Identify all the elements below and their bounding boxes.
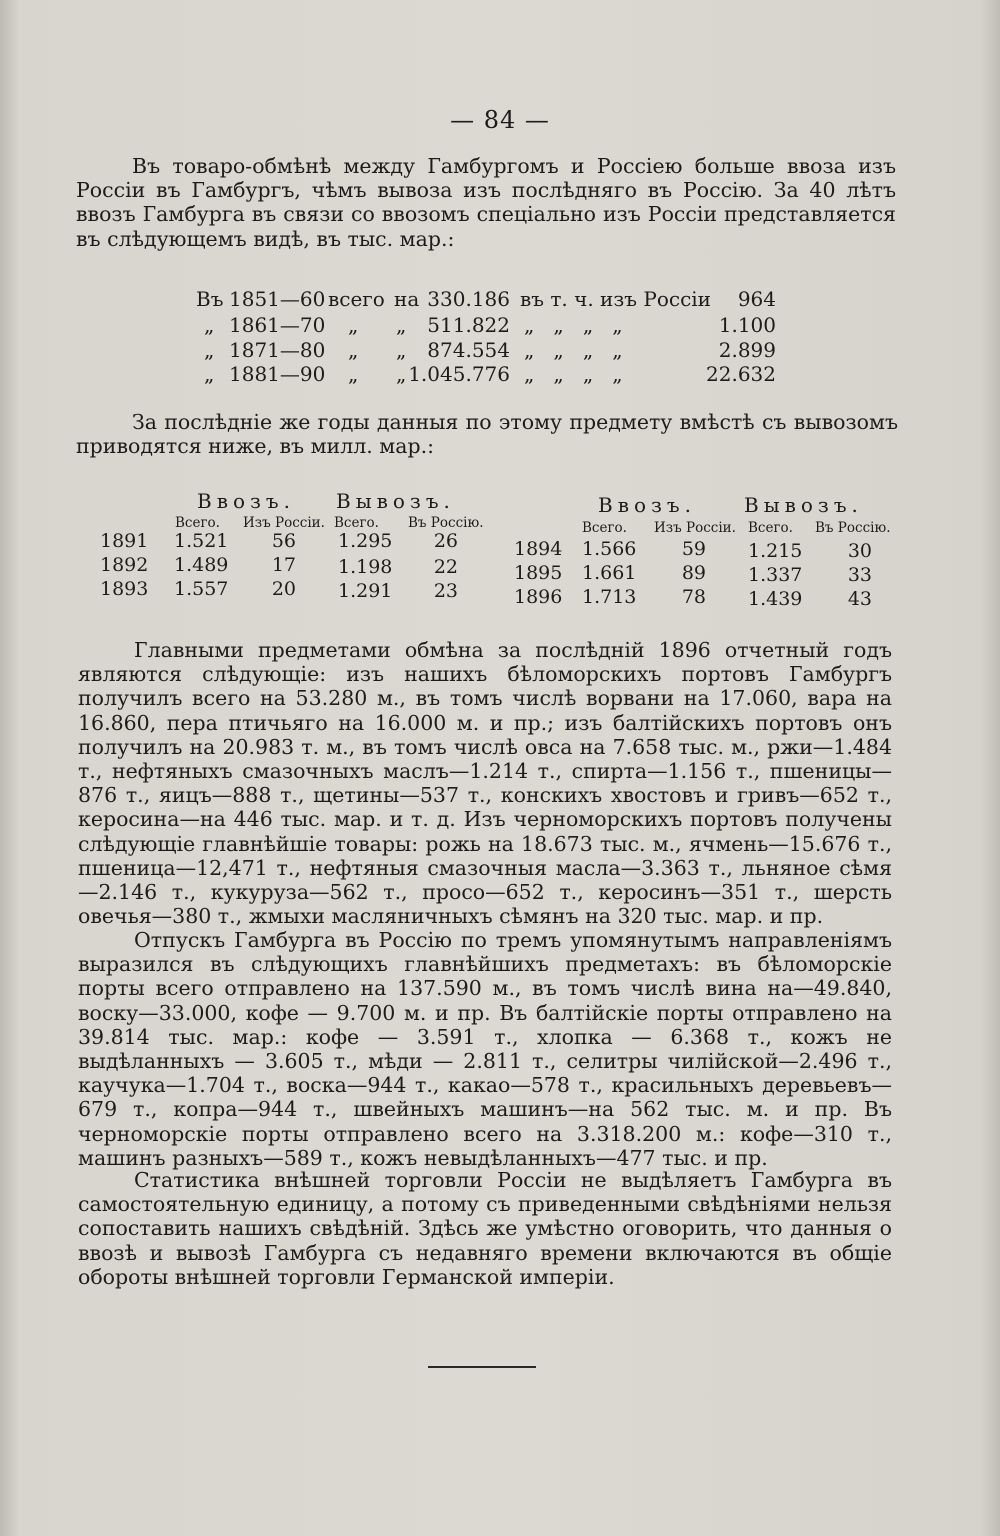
decade-prefix: Въ — [196, 287, 224, 311]
intro-paragraph: Въ товаро-обмѣнѣ между Гамбургомъ и Россiею больше ввоза изъ Россiи въ Гамбургъ, чѣмъ вывоза изъ послѣдняго въ Россiю. За 40 лѣтъ ввозъ Гамбурга въ связи со ввозомъ спецiально изъ Россiи представляется въ слѣдующемъ видѣ, въ тыс. мар.: — [76, 154, 896, 251]
export-total-cell: 1.215 — [748, 540, 803, 562]
header-import: Ввозъ. — [197, 489, 295, 513]
decade-row — [196, 338, 896, 362]
subheader-total: Всего. — [175, 515, 220, 531]
header-export: Вывозъ. — [744, 493, 863, 517]
export-russia-cell: 22 — [433, 556, 458, 578]
export-total-cell: 1.291 — [338, 580, 393, 602]
closing-rule — [428, 1366, 536, 1368]
import-russia-cell: 56 — [271, 530, 296, 552]
export-total-cell: 1.337 — [748, 564, 803, 586]
decade-total: 874.554 — [427, 338, 510, 362]
import-russia-cell: 20 — [271, 578, 296, 600]
decade-word-total: всего — [328, 287, 385, 311]
decade-period: 1881—90 — [229, 362, 326, 386]
export-total-cell: 1.198 — [338, 556, 393, 578]
export-total-cell: 1.295 — [338, 530, 393, 552]
subheader-to-russia: Въ Россiю. — [815, 520, 891, 536]
import-russia-cell: 89 — [681, 562, 706, 584]
second-paragraph: За послѣднiе же годы данныя по этому предмету вмѣстѣ съ вывозомъ приводятся ниже, въ милл. мар.: — [76, 410, 898, 459]
import-total-cell: 1.661 — [582, 562, 637, 584]
decade-word-on: „ — [396, 362, 407, 386]
decade-word-total: „ — [348, 338, 359, 362]
subheader-from-russia: Изъ Россiи. — [243, 515, 325, 531]
decade-total: 330.186 — [427, 287, 510, 311]
decade-row — [196, 362, 896, 386]
year-cell: 1894 — [514, 538, 563, 560]
year-cell: 1891 — [100, 530, 149, 552]
import-russia-cell: 78 — [681, 586, 706, 608]
decade-word-total: „ — [348, 313, 359, 337]
decade-word-on: „ — [396, 338, 407, 362]
main-items-paragraph: Главными предметами обмѣна за послѣднiй 1896 отчетный годъ являются слѣдующiе: изъ нашихъ бѣломорскихъ портовъ Гамбургъ получилъ всего на 53.280 м., въ томъ числѣ ворвани на 17.060, вара на 16.860, пера птичьяго на 16.000 м. и пр.; изъ балтiйскихъ портовъ онъ получилъ на 20.983 т. м., въ томъ числѣ овса на 7.658 тыс. м., ржи—1.484 т., нефтяныхъ смазочныхъ маслъ—1.214 т., спирта—1.156 т., пшеницы—876 т., яицъ—888 т., щетины—537 т., конскихъ хвостовъ и гривъ—652 т., керосина—на 446 тыс. мар. и т. д. Изъ черноморскихъ портовъ получены слѣдующiе главнѣйшiе товары: рожь на 18.673 тыс. м., ячмень—15.676 т., пшеница—12,471 т., нефтяныя смазочныя масла—3.363 т., льняное сѣмя—2.146 т., кукуруза—562 т., просо—652 т., керосинъ—351 т., шерсть овечья—380 т., жмыхи масляничныхъ сѣмянъ на 320 тыс. мар. и пр. — [78, 638, 892, 929]
export-russia-cell: 26 — [433, 530, 458, 552]
subheader-total: Всего. — [334, 515, 379, 531]
decade-total: 511.822 — [427, 313, 510, 337]
header-import: Ввозъ. — [598, 493, 696, 517]
export-russia-cell: 23 — [433, 580, 458, 602]
import-total-cell: 1.566 — [582, 538, 637, 560]
import-russia-cell: 59 — [681, 538, 706, 560]
year-cell: 1895 — [514, 562, 563, 584]
decade-prefix: „ — [204, 362, 215, 386]
import-russia-cell: 17 — [271, 554, 296, 576]
decade-word-total: „ — [348, 362, 359, 386]
decade-russia: 22.632 — [706, 362, 776, 386]
import-total-cell: 1.557 — [174, 578, 229, 600]
import-total-cell: 1.521 — [174, 530, 229, 552]
decade-word-on: „ — [396, 313, 407, 337]
decade-row — [196, 313, 896, 337]
year-cell: 1896 — [514, 586, 563, 608]
page-number: — 84 — — [450, 106, 550, 134]
import-total-cell: 1.489 — [174, 554, 229, 576]
decade-total: 1.045.776 — [408, 362, 510, 386]
decade-prefix: „ — [204, 313, 215, 337]
year-cell: 1893 — [100, 578, 149, 600]
decade-russia: 2.899 — [718, 338, 776, 362]
export-total-cell: 1.439 — [748, 588, 803, 610]
decade-period: 1861—70 — [229, 313, 326, 337]
export-russia-cell: 33 — [847, 564, 872, 586]
export-russia-cell: 43 — [847, 588, 872, 610]
subheader-to-russia: Въ Россiю. — [408, 515, 484, 531]
decade-note: въ т. ч. изъ Россiи — [520, 287, 712, 311]
decade-period: 1871—80 — [229, 338, 326, 362]
year-cell: 1892 — [100, 554, 149, 576]
decade-russia: 1.100 — [718, 313, 776, 337]
export-russia-cell: 30 — [847, 540, 872, 562]
subheader-total: Всего. — [748, 520, 793, 536]
statistics-paragraph: Статистика внѣшней торговли Россiи не выдѣляетъ Гамбурга въ самостоятельную единицу, а потому съ приведенными свѣдѣнiями нельзя сопоставить нашихъ свѣдѣнiй. Здѣсь же умѣстно оговорить, что данныя о ввозѣ и вывозѣ Гамбурга съ недавняго времени включаются въ общiе обороты внѣшней торговли Германской имперiи. — [78, 1168, 892, 1289]
decade-prefix: „ — [204, 338, 215, 362]
decade-note: „ „ „ „ — [524, 313, 623, 337]
subheader-total: Всего. — [582, 520, 627, 536]
subheader-from-russia: Изъ Россiи. — [654, 520, 736, 536]
decade-row — [196, 287, 896, 311]
import-total-cell: 1.713 — [582, 586, 637, 608]
decade-russia: 964 — [737, 287, 776, 311]
exports-paragraph: Отпускъ Гамбурга въ Россiю по тремъ упомянутымъ направленiямъ выразился въ слѣдующихъ главнѣйшихъ предметахъ: въ бѣломорскiе порты всего отправлено на 137.590 м., въ томъ числѣ вина на—49.840, воску—33.000, кофе — 9.700 м. и пр. Въ балтiйскiе порты отправлено на 39.814 тыс. мар.: кофе — 3.591 т., хлопка — 6.368 т., кожъ не выдѣланныхъ — 3.605 т., мѣди — 2.811 т., селитры чилiйской—2.496 т., каучука—1.704 т., воска—944 т., какао—578 т., красильныхъ деревьевъ—679 т., копра—944 т., швейныхъ машинъ—на 562 тыс. м. и пр. Въ черноморскiе порты отправлено всего на 3.318.200 м.: кофе—310 т., машинъ разныхъ—589 т., кожъ невыдѣланныхъ—477 тыс. и пр. — [78, 928, 892, 1170]
decade-word-on: на — [394, 287, 420, 311]
decade-period: 1851—60 — [229, 287, 326, 311]
header-export: Вывозъ. — [336, 489, 455, 513]
decade-note: „ „ „ „ — [524, 362, 623, 386]
decade-note: „ „ „ „ — [524, 338, 623, 362]
